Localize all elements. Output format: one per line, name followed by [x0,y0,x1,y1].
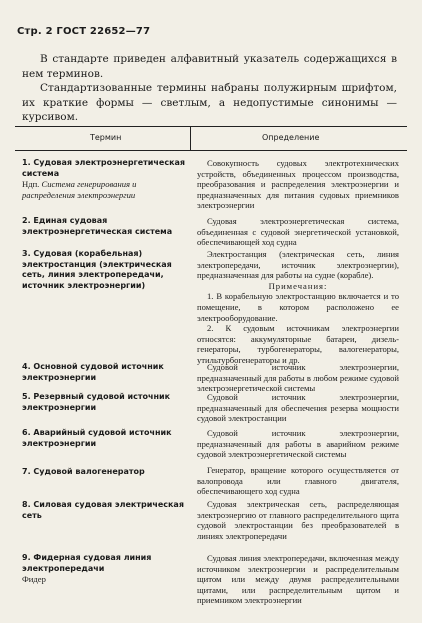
term-short-form: Фидер [22,574,46,585]
definition-text: Судовой источник электроэнергии, предназначенный для работы в любом режиме судовой электроэнергетической системы [197,362,399,394]
table-row-term [22,362,190,383]
table-row-definition [197,158,399,211]
term-name: 7. Судовой валогенератор [22,467,145,476]
term-name: 1. Судовая электроэнергетическая система [22,158,186,178]
definition-text: Судовая электроэнергетическая система, объединенная с судовой энергетической установкой, обеспечивающей ход судна [197,216,399,248]
definition-text: Судовой источник электроэнергии, предназначенный для работы в аварийном режиме судовой электроэнергетической системы [197,428,399,460]
intro-text [22,52,397,125]
table-row-term [22,249,190,291]
term-name: 5. Резервный судовой источник электроэнергии [22,392,171,412]
table-top-rule [15,126,407,127]
column-header-term: Термин [90,133,122,142]
notes-heading: Примечания: [268,280,328,291]
term-name: 2. Единая судовая электроэнергетическая система [22,216,173,236]
definition-note: 1. В корабельную электростанцию включается и то помещение, в котором расположено ее электрооборудование. [197,291,399,323]
table-row-term [22,553,190,585]
table-row-term [22,500,190,521]
table-row-definition [197,553,399,606]
term-inadmissible [22,179,190,200]
definition-text: Судовая электрическая сеть, распределяющая электроэнергию от главного распределительного щита судовой электростанции без преобразователей в линиях электропередачи [197,499,399,541]
term-name: 9. Фидерная судовая линия электропередачи [22,553,152,573]
definition-text: Электростанция (электрическая сеть, линия электропередачи, источник электроэнергии), предназначенная для работы на судне (корабле). [197,249,399,281]
table-row-definition [197,499,399,541]
term-name: 6. Аварийный судовой источник электроэнергии [22,428,172,448]
definition-text: Судовая линия электропередачи, включенная между источником электроэнергии и распределительным щитом или между двумя распределительными щитами, или распределительным щитом и приемником электроэнергии [197,553,399,606]
definition-note: 2. К судовым источникам электроэнергии относятся: аккумуляторные батареи, дизель-генераторы, турбогенераторы, валогенераторы, утильтурбогенераторы и др. [197,323,399,365]
table-header-rule [15,150,407,151]
definition-text: Генератор, вращение которого осуществляется от валопровода или главного двигателя, обеспечивающего ход судна [197,465,399,497]
table-row-definition [197,465,399,497]
nd-synonym: Система генерирования и распределения электроэнергии [22,179,137,200]
definition-text: Совокупность судовых электротехнических устройств, объединенных процессом производства, преобразования и распределения электроэнергии и предназначенных для питания судовых приемников электроэнергии [197,158,399,211]
table-row-definition [197,428,399,460]
table-row-term [22,216,190,237]
definition-text: Судовой источник электроэнергии, предназначенный для обеспечения резерва мощности судовой электростанции [197,392,399,424]
table-row-term [22,428,190,449]
table-row-term [22,392,190,413]
table-row-definition [197,362,399,394]
intro-paragraph: Стандартизованные термины набраны полужирным шрифтом, их краткие формы — светлым, а недопустимые синонимы — курсивом. [22,82,397,123]
table-row-definition [197,249,399,366]
table-row-definition [197,216,399,248]
page-header: Стр. 2 ГОСТ 22652—77 [17,26,151,37]
intro-paragraph: В стандарте приведен алфавитный указатель содержащихся в нем терминов. [22,53,397,80]
column-header-definition: Определение [262,133,320,142]
term-name: 8. Силовая судовая электрическая сеть [22,500,184,520]
table-row-term [22,467,190,478]
table-row-term [22,158,190,200]
term-name: 4. Основной судовой источник электроэнергии [22,362,164,382]
term-name: 3. Судовая (корабельная) электростанция (электрическая сеть, линия электропередачи, источник электроэнергии) [22,249,172,290]
nd-prefix: Ндп. [22,179,42,190]
table-row-definition [197,392,399,424]
table-column-divider [190,126,191,150]
